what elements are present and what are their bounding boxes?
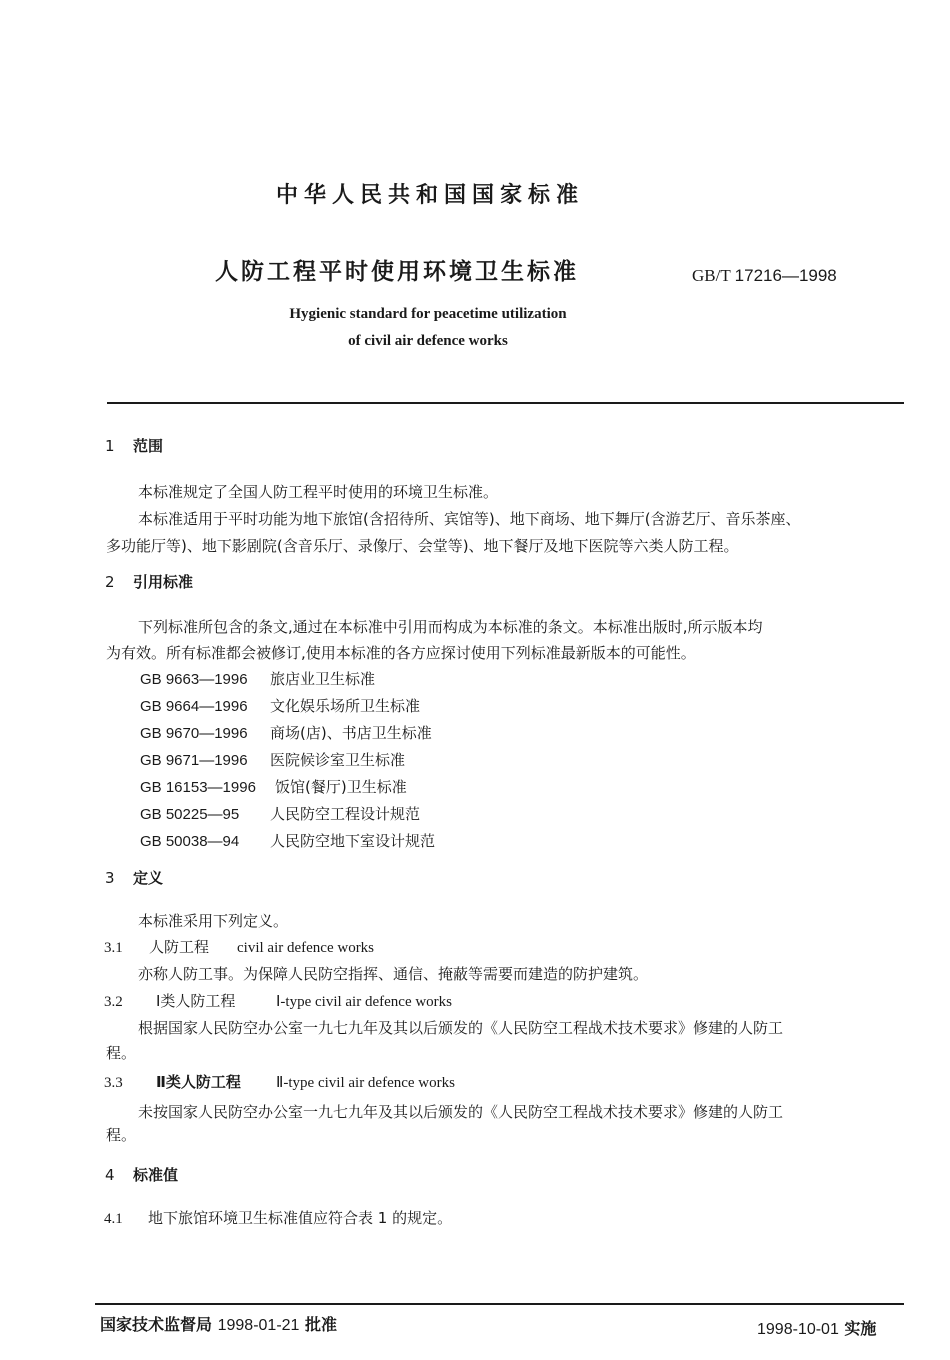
clause-4-1-text: 地下旅馆环境卫生标准值应符合表 1 的规定。 (148, 1209, 453, 1227)
definition-3-3-term-en: Ⅱ-type civil air defence works (276, 1075, 455, 1091)
definition-3-1-text: 亦称人防工事。为保障人民防空指挥、通信、掩蔽等需要而建造的防护建筑。 (138, 965, 649, 983)
reference-name: 文化娱乐场所卫生标准 (270, 697, 421, 715)
section-3-number: 3 (105, 869, 115, 887)
reference-name: 饭馆(餐厅)卫生标准 (275, 778, 407, 796)
reference-name: 人民防空地下室设计规范 (270, 832, 436, 850)
section-1-number: 1 (105, 437, 115, 455)
section-2-paragraph-line2: 为有效。所有标准都会被修订,使用本标准的各方应探讨使用下列标准最新版本的可能性。 (106, 644, 696, 662)
footer-effective (757, 1316, 876, 1339)
definition-3-3-term: Ⅱ类人防工程 (156, 1073, 241, 1091)
standard-code-prefix: GB/T (692, 266, 731, 285)
section-3-title: 定义 (133, 869, 164, 887)
reference-name: 人民防空工程设计规范 (270, 805, 421, 823)
reference-name: 旅店业卫生标准 (270, 670, 376, 688)
definition-3-3-heading (104, 1071, 455, 1092)
standard-title-en-line2: of civil air defence works (348, 333, 508, 349)
footer-effective-date: 1998-10-01 (757, 1321, 839, 1338)
reference-name: 医院候诊室卫生标准 (270, 751, 406, 769)
reference-item (140, 776, 407, 797)
section-4-heading (105, 1164, 178, 1185)
clause-4-1-number: 4.1 (104, 1211, 123, 1227)
section-1-paragraph-2-line1: 本标准适用于平时功能为地下旅馆(含招待所、宾馆等)、地下商场、地下舞厅(含游艺厅、音乐茶座、 (138, 510, 801, 528)
reference-item (140, 830, 435, 851)
section-1-title: 范围 (133, 437, 164, 455)
definition-3-2-term-en: Ⅰ-type civil air defence works (276, 994, 453, 1010)
section-1-paragraph-1: 本标准规定了全国人防工程平时使用的环境卫生标准。 (138, 483, 499, 501)
reference-name: 商场(店)、书店卫生标准 (270, 724, 432, 742)
definition-3-3-number: 3.3 (104, 1075, 123, 1091)
definition-3-1-heading (104, 936, 374, 957)
reference-code: GB 9663—1996 (140, 671, 248, 688)
reference-code: GB 16153—1996 (140, 779, 256, 796)
section-2-heading (105, 571, 193, 592)
standard-title-cn: 人防工程平时使用环境卫生标准 (215, 259, 579, 285)
section-1-heading (105, 435, 163, 456)
footer-approval (100, 1312, 337, 1335)
definition-3-2-text-line2: 程。 (106, 1044, 137, 1062)
definition-3-3-text-line2: 程。 (106, 1126, 137, 1144)
reference-item (140, 695, 420, 716)
definition-3-2-heading (104, 990, 452, 1011)
definition-3-2-text-line1: 根据国家人民防空办公室一九七九年及其以后颁发的《人民防空工程战术技术要求》修建的人防工 (138, 1019, 784, 1037)
section-2-paragraph-line1: 下列标准所包含的条文,通过在本标准中引用而构成为本标准的条文。本标准出版时,所示版本均 (138, 618, 763, 636)
footer-issuer: 国家技术监督局 (100, 1315, 213, 1334)
definition-3-3-text-line1: 未按国家人民防空办公室一九七九年及其以后颁发的《人民防空工程战术技术要求》修建的人防工 (138, 1103, 784, 1121)
standard-title-en-line1: Hygienic standard for peacetime utilization (289, 306, 567, 322)
definition-3-1-term: 人防工程 (149, 938, 210, 956)
section-1-paragraph-2-line2: 多功能厅等)、地下影剧院(含音乐厅、录像厅、会堂等)、地下餐厅及地下医院等六类人防工程。 (106, 537, 739, 555)
definition-3-2-term: Ⅰ类人防工程 (156, 992, 236, 1010)
section-3-heading (105, 867, 163, 888)
section-4-title: 标准值 (133, 1166, 179, 1184)
clause-4-1 (104, 1207, 452, 1228)
reference-code: GB 9671—1996 (140, 752, 248, 769)
header-divider (107, 402, 904, 404)
standard-code-number: 17216—1998 (734, 266, 837, 285)
footer-effective-label: 实施 (844, 1319, 877, 1338)
reference-item (140, 803, 420, 824)
reference-code: GB 9664—1996 (140, 698, 248, 715)
section-2-number: 2 (105, 573, 115, 591)
national-standard-heading: 中华人民共和国国家标准 (275, 183, 584, 208)
reference-item (140, 749, 405, 770)
footer-approve-label: 批准 (305, 1315, 338, 1334)
reference-code: GB 9670—1996 (140, 725, 248, 742)
section-4-number: 4 (105, 1166, 115, 1184)
footer-approve-date: 1998-01-21 (217, 1317, 300, 1334)
definition-3-1-number: 3.1 (104, 940, 123, 956)
footer-divider (95, 1303, 904, 1305)
reference-item (140, 722, 432, 743)
definition-3-2-number: 3.2 (104, 994, 123, 1010)
section-3-intro: 本标准采用下列定义。 (138, 912, 289, 930)
section-2-title: 引用标准 (133, 573, 194, 591)
reference-item (140, 668, 375, 689)
standard-code (692, 266, 837, 286)
reference-code: GB 50038—94 (140, 833, 240, 850)
reference-code: GB 50225—95 (140, 806, 240, 823)
definition-3-1-term-en: civil air defence works (237, 940, 375, 956)
